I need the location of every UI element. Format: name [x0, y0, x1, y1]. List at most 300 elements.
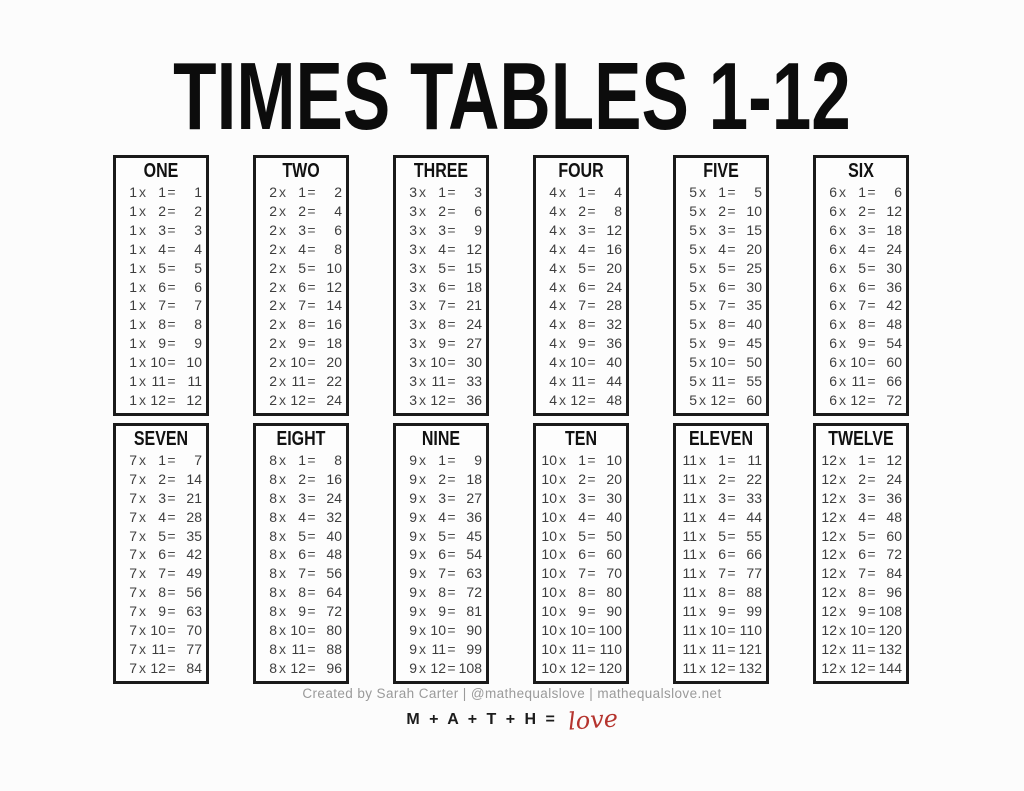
equals-sign: = [867, 565, 876, 582]
multiplier: 9 [578, 603, 586, 620]
equation-row [679, 391, 763, 410]
equals-sign: = [727, 622, 736, 639]
multiplier: 11 [711, 373, 726, 390]
times-sign: x [699, 391, 706, 408]
times-sign: x [279, 373, 286, 390]
equals-sign: = [447, 278, 456, 295]
product: 22 [746, 470, 762, 487]
equation-row [539, 583, 623, 602]
product: 132 [738, 659, 762, 676]
multiplier: 3 [438, 221, 446, 238]
love-script-word: love [566, 704, 619, 736]
equation-row [399, 296, 483, 315]
equation-row [399, 240, 483, 259]
factor: 3 [409, 316, 417, 333]
product: 27 [466, 335, 482, 352]
equals-sign: = [447, 184, 456, 200]
table-title: TWO [282, 160, 320, 182]
equation-row [119, 334, 203, 353]
product: 16 [326, 316, 342, 333]
multiplier: 8 [858, 316, 866, 333]
multiplier: 6 [298, 546, 306, 563]
multiplier: 5 [578, 259, 586, 276]
times-sign: x [279, 584, 286, 601]
product: 12 [466, 240, 482, 257]
equation-row [539, 451, 623, 470]
factor: 10 [541, 584, 557, 601]
multiplier: 8 [718, 584, 726, 601]
times-table-box [533, 155, 629, 416]
table-rows [679, 183, 763, 410]
product: 33 [746, 489, 762, 506]
times-sign: x [139, 391, 146, 408]
equals-sign: = [587, 373, 596, 390]
factor: 10 [541, 640, 557, 657]
times-table-box [533, 423, 629, 684]
equals-sign: = [307, 451, 316, 468]
multiplier: 2 [158, 202, 166, 219]
times-sign: x [699, 335, 706, 352]
times-sign: x [279, 297, 286, 314]
factor: 9 [409, 527, 417, 544]
times-table-box [813, 155, 909, 416]
table-rows [399, 183, 483, 410]
multiplier: 11 [851, 640, 866, 657]
equals-sign: = [587, 259, 596, 276]
factor: 2 [269, 221, 277, 238]
product: 24 [326, 489, 342, 506]
product: 90 [606, 603, 622, 620]
factor: 8 [269, 451, 277, 468]
times-sign: x [559, 527, 566, 544]
factor: 8 [269, 546, 277, 563]
times-sign: x [699, 640, 706, 657]
product: 55 [746, 373, 762, 390]
factor: 5 [689, 259, 697, 276]
factor: 4 [549, 259, 557, 276]
times-sign: x [419, 451, 426, 468]
equation-row [539, 640, 623, 659]
times-sign: x [699, 527, 706, 544]
multiplier: 1 [858, 184, 866, 200]
multiplier: 4 [438, 508, 446, 525]
equals-sign: = [167, 640, 176, 657]
equals-sign: = [307, 335, 316, 352]
factor: 4 [549, 391, 557, 408]
factor: 9 [409, 584, 417, 601]
multiplier: 1 [438, 184, 446, 200]
times-sign: x [839, 603, 846, 620]
equation-row [679, 183, 763, 202]
equals-sign: = [727, 470, 736, 487]
equals-sign: = [867, 659, 876, 676]
factor: 2 [269, 316, 277, 333]
equals-sign: = [727, 546, 736, 563]
equation-row [399, 508, 483, 527]
product: 18 [466, 470, 482, 487]
equation-row [259, 659, 343, 678]
factor: 11 [682, 527, 697, 544]
times-sign: x [839, 278, 846, 295]
factor: 12 [821, 489, 837, 506]
equation-row [819, 278, 903, 297]
equals-sign: = [587, 659, 596, 676]
table-rows [259, 451, 343, 678]
equation-row [259, 621, 343, 640]
product: 56 [326, 565, 342, 582]
product: 9 [474, 221, 482, 238]
factor: 9 [409, 546, 417, 563]
equals-sign: = [447, 316, 456, 333]
equals-sign: = [307, 373, 316, 390]
factor: 2 [269, 278, 277, 295]
multiplier: 4 [298, 240, 306, 257]
product: 22 [326, 373, 342, 390]
equation-row [679, 259, 763, 278]
equation-row [119, 583, 203, 602]
product: 99 [466, 640, 482, 657]
equals-sign: = [307, 202, 316, 219]
multiplier: 8 [858, 584, 866, 601]
factor: 12 [821, 584, 837, 601]
factor: 5 [689, 391, 697, 408]
factor: 12 [821, 508, 837, 525]
equation-row [679, 508, 763, 527]
equals-sign: = [447, 622, 456, 639]
equals-sign: = [587, 622, 596, 639]
factor: 5 [689, 221, 697, 238]
times-sign: x [699, 278, 706, 295]
equals-sign: = [587, 391, 596, 408]
multiplier: 5 [718, 259, 726, 276]
factor: 1 [129, 240, 137, 257]
equation-row [399, 334, 483, 353]
times-sign: x [139, 202, 146, 219]
equation-row [539, 334, 623, 353]
product: 45 [466, 527, 482, 544]
factor: 3 [409, 391, 417, 408]
times-sign: x [279, 527, 286, 544]
equals-sign: = [447, 391, 456, 408]
equation-row [119, 527, 203, 546]
table-title: EIGHT [276, 427, 326, 450]
factor: 7 [129, 489, 137, 506]
credit-line: Created by Sarah Carter | @mathequalslove | mathequalslove.net [302, 686, 722, 701]
multiplier: 3 [718, 489, 726, 506]
factor: 9 [409, 508, 417, 525]
equals-sign: = [587, 221, 596, 238]
times-sign: x [419, 565, 426, 582]
times-sign: x [139, 278, 146, 295]
factor: 10 [541, 659, 557, 676]
product: 24 [886, 240, 902, 257]
equation-row [259, 240, 343, 259]
multiplier: 10 [850, 354, 866, 371]
equation-row [539, 545, 623, 564]
equals-sign: = [167, 240, 176, 257]
page-title: TIMES TABLES 1-12 [173, 43, 851, 150]
equation-row [119, 602, 203, 621]
multiplier: 12 [290, 659, 306, 676]
product: 27 [466, 489, 482, 506]
product: 12 [186, 391, 202, 408]
multiplier: 1 [158, 184, 166, 200]
times-sign: x [839, 584, 846, 601]
equals-sign: = [587, 316, 596, 333]
factor: 3 [409, 335, 417, 352]
product: 120 [878, 622, 902, 639]
multiplier: 2 [158, 470, 166, 487]
factor: 9 [409, 622, 417, 639]
equation-row [819, 640, 903, 659]
equals-sign: = [447, 546, 456, 563]
product: 60 [886, 354, 902, 371]
factor: 7 [129, 565, 137, 582]
product: 14 [186, 470, 202, 487]
product: 25 [746, 259, 762, 276]
equals-sign: = [167, 546, 176, 563]
product: 14 [326, 297, 342, 314]
factor: 5 [689, 202, 697, 219]
equals-sign: = [307, 584, 316, 601]
factor: 4 [549, 278, 557, 295]
multiplier: 7 [718, 565, 726, 582]
times-sign: x [279, 202, 286, 219]
product: 63 [186, 603, 202, 620]
equals-sign: = [167, 489, 176, 506]
multiplier: 6 [718, 546, 726, 563]
times-sign: x [139, 221, 146, 238]
equals-sign: = [867, 508, 876, 525]
times-sign: x [279, 603, 286, 620]
equals-sign: = [447, 259, 456, 276]
factor: 12 [821, 565, 837, 582]
product: 60 [746, 391, 762, 408]
times-sign: x [699, 603, 706, 620]
product: 132 [878, 640, 902, 657]
times-sign: x [839, 184, 846, 200]
equals-sign: = [727, 259, 736, 276]
product: 60 [886, 527, 902, 544]
equation-row [259, 583, 343, 602]
equation-row [539, 259, 623, 278]
equals-sign: = [867, 278, 876, 295]
factor: 1 [129, 259, 137, 276]
product: 10 [186, 354, 202, 371]
multiplier: 7 [158, 565, 166, 582]
equation-row [259, 545, 343, 564]
equation-row [119, 508, 203, 527]
multiplier: 10 [150, 354, 166, 371]
equals-sign: = [167, 373, 176, 390]
times-sign: x [699, 184, 706, 200]
multiplier: 1 [158, 451, 166, 468]
equals-sign: = [447, 297, 456, 314]
equation-row [119, 202, 203, 221]
equals-sign: = [587, 546, 596, 563]
multiplier: 7 [578, 565, 586, 582]
multiplier: 1 [578, 451, 586, 468]
equation-row [119, 391, 203, 410]
product: 48 [886, 316, 902, 333]
factor: 9 [409, 565, 417, 582]
multiplier: 2 [298, 202, 306, 219]
multiplier: 4 [858, 240, 866, 257]
equals-sign: = [727, 584, 736, 601]
equals-sign: = [447, 603, 456, 620]
factor: 5 [689, 240, 697, 257]
factor: 1 [129, 316, 137, 333]
equals-sign: = [307, 565, 316, 582]
equation-row [819, 621, 903, 640]
equation-row [259, 372, 343, 391]
table-title: NINE [421, 427, 461, 450]
factor: 8 [269, 584, 277, 601]
times-sign: x [279, 489, 286, 506]
table-rows [119, 451, 203, 678]
factor: 12 [821, 470, 837, 487]
factor: 1 [129, 278, 137, 295]
multiplier: 3 [578, 221, 586, 238]
product: 7 [194, 297, 202, 314]
product: 3 [194, 221, 202, 238]
product: 8 [614, 202, 622, 219]
equals-sign: = [307, 470, 316, 487]
factor: 4 [549, 316, 557, 333]
equation-row [539, 621, 623, 640]
factor: 6 [829, 259, 837, 276]
product: 24 [606, 278, 622, 295]
product: 3 [474, 184, 482, 200]
equation-row [119, 315, 203, 334]
times-sign: x [279, 565, 286, 582]
product: 40 [606, 508, 622, 525]
factor: 8 [269, 527, 277, 544]
equals-sign: = [447, 451, 456, 468]
equation-row [819, 315, 903, 334]
factor: 8 [269, 565, 277, 582]
equation-row [539, 372, 623, 391]
times-sign: x [839, 297, 846, 314]
product: 54 [466, 546, 482, 563]
product: 33 [466, 373, 482, 390]
product: 6 [474, 202, 482, 219]
product: 35 [186, 527, 202, 544]
multiplier: 9 [578, 335, 586, 352]
product: 72 [466, 584, 482, 601]
table-title: TEN [565, 427, 597, 450]
times-sign: x [419, 221, 426, 238]
times-sign: x [139, 546, 146, 563]
equals-sign: = [307, 278, 316, 295]
factor: 1 [129, 354, 137, 371]
multiplier: 10 [710, 354, 726, 371]
factor: 6 [829, 240, 837, 257]
table-rows [259, 183, 343, 410]
equation-row [679, 202, 763, 221]
multiplier: 5 [718, 527, 726, 544]
product: 10 [326, 259, 342, 276]
equation-row [259, 564, 343, 583]
factor: 10 [541, 622, 557, 639]
multiplier: 11 [571, 373, 586, 390]
product: 66 [746, 546, 762, 563]
product: 18 [326, 335, 342, 352]
times-sign: x [559, 354, 566, 371]
equation-row [539, 278, 623, 297]
equation-row [259, 470, 343, 489]
factor: 3 [409, 278, 417, 295]
multiplier: 3 [578, 489, 586, 506]
factor: 7 [129, 470, 137, 487]
equation-row [399, 564, 483, 583]
product: 9 [194, 335, 202, 352]
factor: 8 [269, 640, 277, 657]
product: 55 [746, 527, 762, 544]
factor: 4 [549, 373, 557, 390]
times-sign: x [139, 584, 146, 601]
multiplier: 11 [851, 373, 866, 390]
times-sign: x [559, 489, 566, 506]
product: 5 [194, 259, 202, 276]
equation-row [819, 240, 903, 259]
equals-sign: = [727, 659, 736, 676]
times-sign: x [139, 565, 146, 582]
factor: 9 [409, 470, 417, 487]
table-rows [119, 183, 203, 410]
product: 44 [606, 373, 622, 390]
equals-sign: = [867, 584, 876, 601]
multiplier: 8 [438, 316, 446, 333]
times-sign: x [419, 527, 426, 544]
product: 63 [466, 565, 482, 582]
equation-row [119, 278, 203, 297]
multiplier: 3 [858, 489, 866, 506]
times-sign: x [419, 603, 426, 620]
product: 16 [606, 240, 622, 257]
factor: 3 [409, 297, 417, 314]
equation-row [819, 259, 903, 278]
equation-row [819, 221, 903, 240]
times-sign: x [279, 470, 286, 487]
equals-sign: = [307, 240, 316, 257]
multiplier: 2 [298, 470, 306, 487]
product: 10 [746, 202, 762, 219]
multiplier: 8 [158, 316, 166, 333]
equals-sign: = [447, 527, 456, 544]
multiplier: 8 [718, 316, 726, 333]
times-table-box [253, 423, 349, 684]
times-sign: x [279, 622, 286, 639]
equals-sign: = [727, 221, 736, 238]
times-sign: x [699, 259, 706, 276]
times-sign: x [699, 202, 706, 219]
times-sign: x [279, 184, 286, 200]
multiplier: 6 [438, 546, 446, 563]
equation-row [399, 621, 483, 640]
equals-sign: = [307, 622, 316, 639]
product: 144 [878, 659, 902, 676]
equals-sign: = [727, 565, 736, 582]
multiplier: 1 [298, 184, 306, 200]
times-sign: x [419, 316, 426, 333]
equals-sign: = [727, 640, 736, 657]
table-title: FOUR [558, 160, 604, 182]
factor: 6 [829, 354, 837, 371]
product: 10 [606, 451, 622, 468]
equals-sign: = [587, 335, 596, 352]
factor: 7 [129, 508, 137, 525]
